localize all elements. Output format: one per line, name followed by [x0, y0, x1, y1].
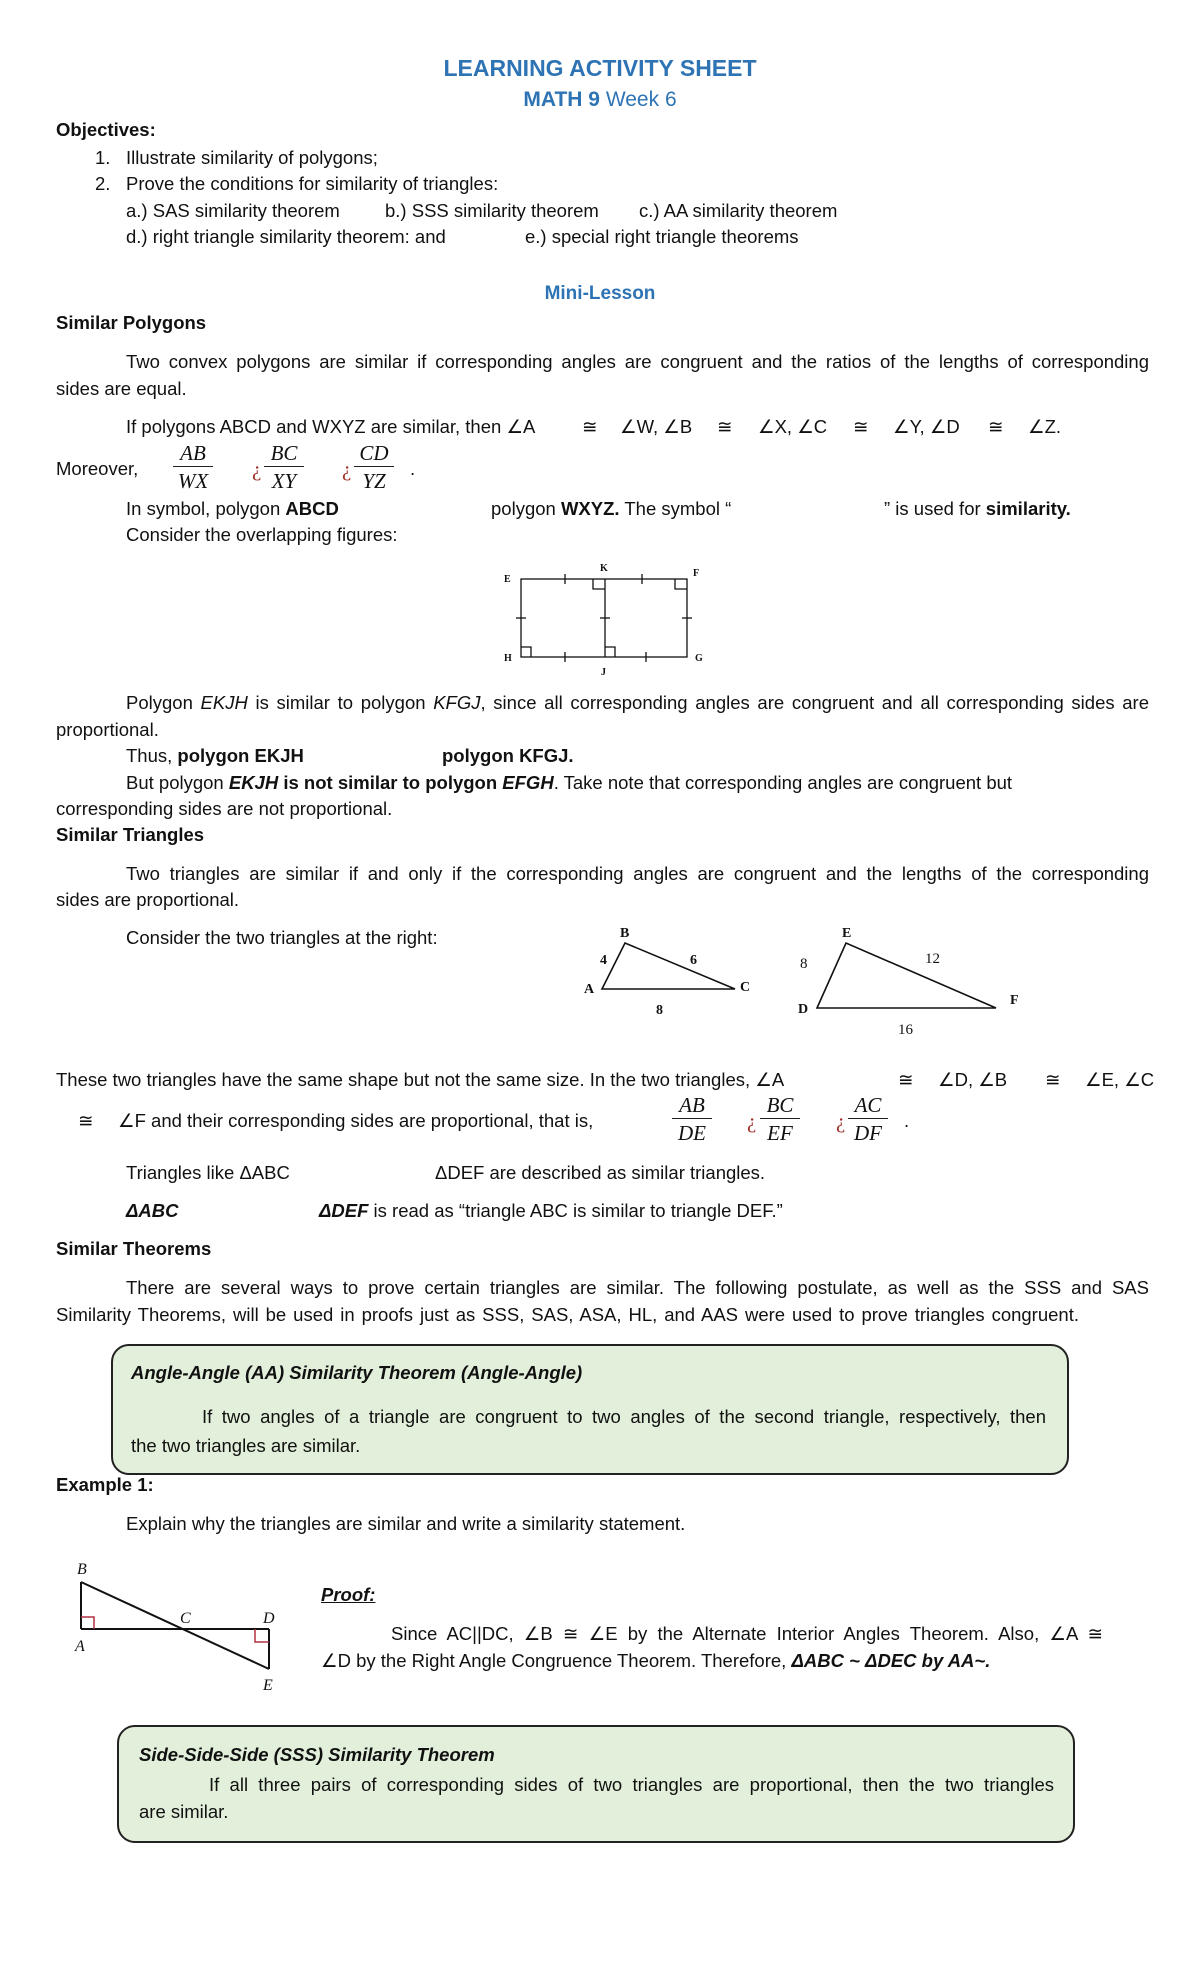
vertex-label: C: [740, 980, 751, 995]
vertex-label: F: [1010, 993, 1019, 1008]
congruent-symbol: ≅: [898, 1069, 914, 1090]
text: ΔDEF: [319, 1200, 369, 1221]
text: polygon: [491, 498, 561, 519]
paragraph: Consider the two triangles at the right:: [126, 927, 438, 948]
proof-text: Since AC||DC, ∠B ≅ ∠E by the Alternate Interior Angles Theorem. Also, ∠A ≅: [391, 1623, 1103, 1644]
vertex-label: G: [695, 653, 703, 664]
paragraph: ∠F and their corresponding sides are proportional, that is,: [118, 1110, 594, 1131]
side-length: 8: [656, 1003, 663, 1018]
fraction: [264, 440, 304, 495]
objective-subitem: a.) SAS similarity theorem: [126, 200, 340, 221]
objective-item: Illustrate similarity of polygons;: [126, 147, 378, 168]
text: ΔABC ~ ΔDEC by AA~.: [791, 1650, 991, 1671]
side-length: 8: [800, 956, 808, 972]
theorem-text: the two triangles are similar.: [131, 1435, 361, 1456]
angle-text: ∠W, ∠B: [620, 416, 693, 437]
congruent-symbol: ≅: [717, 416, 733, 437]
objective-subitem: e.) special right triangle theorems: [525, 226, 799, 247]
period: .: [410, 458, 416, 479]
similar-triangles-heading: Similar Triangles: [56, 824, 205, 845]
theorem-text: are similar.: [139, 1801, 229, 1822]
objective-item: Prove the conditions for similarity of triangles:: [126, 173, 499, 194]
vertex-label: D: [798, 1002, 809, 1017]
angle-text: ∠E, ∠C: [1085, 1069, 1155, 1090]
text: EFGH: [502, 772, 554, 793]
text: Polygon: [126, 692, 201, 713]
paragraph: Triangles like ΔABC: [126, 1162, 290, 1183]
paragraph: proportional.: [56, 719, 159, 740]
numerator: BC: [264, 440, 304, 467]
denominator: XY: [271, 469, 297, 493]
text: polygon EKJH: [177, 745, 304, 766]
objective-subitem: c.) AA similarity theorem: [639, 200, 838, 221]
overlapping-rectangles-figure: [495, 560, 715, 680]
angle-text: ∠Z.: [1028, 416, 1062, 437]
angle-text: ∠Y, ∠D: [893, 416, 960, 437]
subject-week: [0, 88, 1200, 112]
theorem-text: If all three pairs of corresponding sides of two triangles are proportional, then the two triangles: [209, 1774, 1054, 1795]
example-heading: Example 1:: [56, 1474, 154, 1495]
paragraph: [126, 691, 1149, 715]
text: is similar to polygon: [247, 692, 434, 713]
text: The symbol “: [619, 498, 732, 519]
symbol-line-2: [491, 497, 731, 521]
denominator: DE: [678, 1121, 706, 1145]
text: ∠D by the Right Angle Congruence Theorem. Therefore,: [321, 1650, 792, 1671]
side-length: 6: [690, 953, 697, 968]
fraction: [672, 1092, 712, 1147]
proof-label: Proof:: [321, 1584, 376, 1605]
vertex-label: B: [77, 1561, 87, 1578]
similar-polygons-heading: Similar Polygons: [56, 312, 207, 333]
vertex-label: E: [504, 574, 511, 585]
denominator: DF: [854, 1121, 882, 1145]
congruent-symbol: ≅: [988, 416, 1004, 437]
sheet-title: LEARNING ACTIVITY SHEET: [443, 55, 757, 81]
symbol-line: [126, 497, 339, 521]
mini-lesson-heading: Mini-Lesson: [544, 283, 656, 304]
text: WXYZ.: [560, 498, 620, 519]
numerator: CD: [354, 440, 394, 467]
objective-subitem: b.) SSS similarity theorem: [385, 200, 599, 221]
paragraph: [319, 1199, 783, 1223]
angle-text: ∠X, ∠C: [758, 416, 828, 437]
denominator: YZ: [362, 469, 386, 493]
moreover-label: Moreover,: [56, 458, 139, 479]
vertex-label: A: [584, 982, 595, 997]
text: But polygon: [126, 772, 229, 793]
paragraph: sides are proportional.: [56, 889, 240, 910]
side-length: 4: [600, 953, 607, 968]
symbol-line-3: [884, 497, 1071, 521]
text: polygon KFGJ.: [442, 745, 574, 766]
theorem-text: If two angles of a triangle are congruent to two angles of the second triangle, respectively, then: [202, 1406, 1046, 1427]
congruent-symbol: ≅: [1045, 1069, 1061, 1090]
congruent-symbol: ≅: [582, 416, 598, 437]
paragraph: ΔDEF are described as similar triangles.: [435, 1162, 766, 1183]
example-figure: [60, 1555, 300, 1705]
unknown-symbol: ¿: [747, 1109, 757, 1133]
unknown-symbol: ¿: [252, 457, 262, 481]
text: similarity.: [985, 498, 1071, 519]
paragraph: Two triangles are similar if and only if the corresponding angles are congruent and the lengths of the corresponding: [126, 863, 1149, 884]
paragraph: There are several ways to prove certain triangles are similar. The following postulate, as well as the SSS and SAS: [126, 1277, 1149, 1298]
text: EKJH: [228, 772, 279, 793]
subject: MATH 9: [523, 88, 600, 111]
paragraph: corresponding sides are not proportional.: [56, 798, 393, 819]
vertex-label: H: [504, 653, 512, 664]
example-text: Explain why the triangles are similar and write a similarity statement.: [126, 1513, 686, 1534]
vertex-label: A: [75, 1638, 85, 1655]
objective-num: 2.: [95, 173, 111, 194]
paragraph: [126, 771, 1012, 795]
paragraph: Similarity Theorems, will be used in proofs just as SSS, SAS, ASA, HL, and AAS were used to prove triangles congruent.: [56, 1304, 1079, 1325]
vertex-label: C: [180, 1610, 191, 1627]
numerator: AB: [672, 1092, 712, 1119]
vertex-label: F: [693, 568, 700, 579]
text: is read as “triangle ABC is similar to triangle DEF.”: [368, 1200, 783, 1221]
side-length: 12: [925, 951, 940, 967]
text: EKJH: [200, 692, 248, 713]
week: Week 6: [605, 88, 677, 111]
triangle-name: ΔABC: [126, 1200, 179, 1221]
denominator: EF: [767, 1121, 793, 1145]
congruent-symbol: ≅: [853, 416, 869, 437]
paragraph: Two convex polygons are similar if corresponding angles are congruent and the ratios of the lengths of corresponding: [126, 351, 1149, 372]
vertex-label: D: [263, 1610, 275, 1627]
numerator: AB: [173, 440, 213, 467]
paragraph: sides are equal.: [56, 378, 187, 399]
unknown-symbol: ¿: [836, 1109, 846, 1133]
vertex-label: B: [620, 926, 630, 941]
fraction: [354, 440, 394, 495]
fraction: [760, 1092, 800, 1147]
objectives-heading: Objectives:: [56, 119, 156, 140]
text: is not similar to polygon: [278, 772, 503, 793]
text: . Take note that corresponding angles are congruent but: [553, 772, 1013, 793]
vertex-label: E: [842, 926, 852, 941]
proof-text: [321, 1649, 990, 1673]
text: ABCD: [285, 498, 339, 519]
fraction: [848, 1092, 888, 1147]
vertex-label: K: [600, 563, 608, 574]
theorem-title: Side-Side-Side (SSS) Similarity Theorem: [139, 1744, 495, 1765]
thus-line: [126, 744, 304, 768]
fraction: [173, 440, 213, 495]
text: KFGJ: [433, 692, 481, 713]
paragraph: Consider the overlapping figures:: [126, 524, 398, 545]
paragraph: These two triangles have the same shape but not the same size. In the two triangles, ∠A: [56, 1069, 785, 1090]
period: .: [904, 1110, 910, 1131]
similar-theorems-heading: Similar Theorems: [56, 1238, 212, 1259]
objective-subitem: d.) right triangle similarity theorem: and: [126, 226, 446, 247]
unknown-symbol: ¿: [342, 457, 352, 481]
numerator: AC: [848, 1092, 888, 1119]
thus-line-2: [442, 744, 574, 768]
objective-num: 1.: [95, 147, 111, 168]
congruent-symbol: ≅: [78, 1110, 94, 1131]
denominator: WX: [177, 469, 209, 493]
text: ” is used for: [884, 498, 986, 519]
numerator: BC: [760, 1092, 800, 1119]
angle-text: ∠D, ∠B: [938, 1069, 1008, 1090]
vertex-label: E: [263, 1677, 273, 1694]
text: , since all corresponding angles are congruent and all corresponding sides are: [480, 692, 1150, 713]
angle-text: If polygons ABCD and WXYZ are similar, then ∠A: [126, 416, 536, 437]
vertex-label: J: [601, 667, 606, 678]
theorem-title: Angle-Angle (AA) Similarity Theorem (Angle-Angle): [131, 1362, 583, 1383]
side-length: 16: [898, 1022, 913, 1038]
text: Thus,: [126, 745, 178, 766]
similar-triangles-figure: [570, 918, 1040, 1043]
text: In symbol, polygon: [126, 498, 286, 519]
